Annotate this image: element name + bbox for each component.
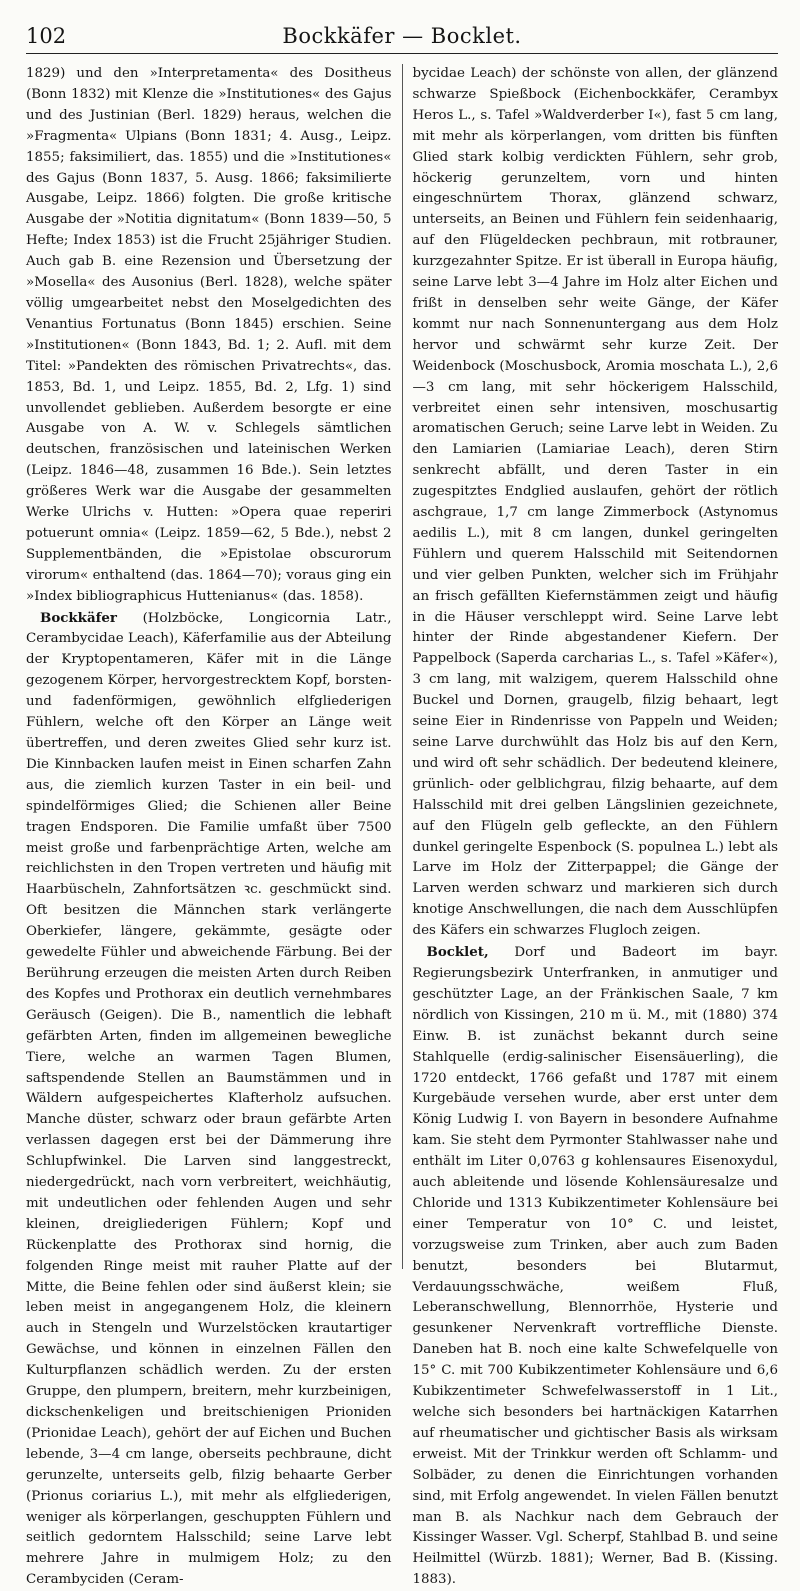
entry-bocklet-text: Dorf und Badeort im bayr. Regierungsbezirk Unterfranken, in anmutiger und geschützter Lage, an der Fränkischen Saale, 7 km nördlich von Kissingen, 210 m ü. M., mit (1880) 374 Einw. B. ist zunächst bekannt durch seine Stahlquelle (erdig-salinischer Eisensäuerling), die 1720 entdeckt, 1766 gefaßt und 1787 mit einem Kurgebäude versehen wurde, aber erst unter dem König Ludwig I. von Bayern in besondere Aufnahme kam. Sie steht dem Pyrmonter Stahlwasser nahe und enthält im Liter 0,0763 g kohlensaures Eisenoxydul, auch ableitende und lösende Kohlensäuresalze und Chloride und 1313 Kubikzentimeter Kohlensäure bei einer Temperatur von 10° C. und leistet, vorzugsweise zum Trinken, aber auch zum Baden benutzt, besonders bei Blutarmut, Verdauungsschwäche, weißem Fluß, Leberanschwellung, Blennorrhöe, Hysterie und gesunkener Nervenkraft vortreffliche Dienste. Daneben hat B. noch eine kalte Schwefelquelle von 15° C. mit 700 Kubikzentimeter Kohlensäure und 6,6 Kubikzentimeter Schwefelwasserstoff in 1 Lit., welche sich besonders bei hartnäckigen Katarrhen auf rheumatischer und gichtischer Basis als wirksam erweist. Mit der Trinkkur werden oft Schlamm- und Solbäder, zu denen die Einrichtungen vorhanden sind, mit Erfolg angewendet. In vielen Fällen benutzt man B. als Nachkur nach dem Gebrauch der Kissinger Wasser. Vgl. Scherpf, Stahlbad B. und seine Heilmittel (Würzb. 1881); Werner, Bad B. (Kissing. 1883). <box>412 945 778 1588</box>
entry-bockkaefer <box>26 608 392 1591</box>
continued-paragraph: 1829) und den »Interpretamenta« des Dositheus (Bonn 1832) mit Klenze die »Institutiones« des Gajus und des Justinian (Berl. 1829) heraus, welchen die »Fragmenta« Ulpians (Bonn 1831; 4. Ausg., Leipz. 1855; faksimiliert, das. 1855) und die »Institutiones« des Gajus (Bonn 1837, 5. Ausg. 1866; faksimilierte Ausgabe, Leipz. 1866) folgten. Die große kritische Ausgabe der »Notitia dignitatum« (Bonn 1839—50, 5 Hefte; Index 1853) ist die Frucht 25jähriger Studien. Auch gab B. eine Rezension und Übersetzung der »Mosella« des Ausonius (Berl. 1828), welche später völlig umgearbeitet nebst den Moselgedichten des Venantius Fortunatus (Bonn 1845) erschien. Seine »Institutionen« (Bonn 1843, Bd. 1; 2. Aufl. mit dem Titel: »Pandekten des römischen Privatrechts«, das. 1853, Bd. 1, und Leipz. 1855, Bd. 2, Lfg. 1) sind unvollendet geblieben. Außerdem besorgte er eine Ausgabe von A. W. v. Schlegels sämtlichen deutschen, französischen und lateinischen Werken (Leipz. 1846—48, zusammen 16 Bde.). Sein letztes größeres Werk war die Ausgabe der gesammelten Werke Ulrichs v. Hutten: »Opera quae reperiri potuerunt omnia« (Leipz. 1859—62, 5 Bde.), nebst 2 Supplementbänden, die »Epistolae obscurorum virorum« enthaltend (das. 1864—70); voraus ging ein »Index bibliographicus Huttenianus« (das. 1858). <box>26 66 392 604</box>
page-header <box>26 20 778 54</box>
entry-bocklet <box>413 942 779 1591</box>
left-column <box>26 64 392 1588</box>
headword-bocklet: Bocklet, <box>426 944 489 961</box>
text-columns <box>26 64 778 1588</box>
running-head: Bockkäfer — Bocklet. <box>282 24 522 48</box>
page-number: 102 <box>26 24 67 48</box>
headword-bockkaefer: Bockkäfer <box>40 609 117 626</box>
right-column <box>412 64 779 1588</box>
entry-bockkaefer-text: (Holzböcke, Longicornia Latr., Cerambycidae Leach), Käferfamilie aus der Abteilung der Kryptopentameren, Käfer mit in die Länge gezogenem Körper, hervorgestrecktem Kopf, borsten- und fadenförmigen, gewöhnlich elfgliederigen Fühlern, welche oft den Körper an Länge weit übertreffen, und deren zweites Glied sehr kurz ist. Die Kinnbacken laufen meist in Einen scharfen Zahn aus, die ziemlich kurzen Taster in ein beil- und spindelförmiges Glied; die Schienen aller Beine tragen Endsporen. Die Familie umfaßt über 7500 meist große und farbenprächtige Arten, welche am reichlichsten in den Tropen vertreten und häufig mit Haarbüscheln, Zahnfortsätzen ꝛc. geschmückt sind. Oft besitzen die Männchen stark verlängerte Oberkiefer, längere, gekämmte, gesägte oder gewedelte Fühler und abweichende Färbung. Bei der Berührung erzeugen die meisten Arten durch Reiben des Kopfes und Prothorax ein deutlich vernehmbares Geräusch (Geigen). Die B., namentlich die lebhaft gefärbten Arten, finden im allgemeinen bewegliche Tiere, welche an warmen Tagen Blumen, saftspendende Stellen an Baumstämmen und in Wäldern aufgespeichertes Klafterholz aufsuchen. Manche düster, schwarz oder braun gefärbte Arten verlassen dagegen erst bei der Dämmerung ihre Schlupfwinkel. Die Larven sind langgestreckt, niedergedrückt, nach vorn verbreitert, weichhäutig, mit undeutlichen oder fehlenden Augen und sehr kleinen, dreigliederigen Fühlern; Kopf und Rückenplatte des Prothorax sind hornig, die folgenden Ringe meist mit rauher Platte auf der Mitte, die Beine fehlen oder sind äußerst klein; sie leben meist in angegangenem Holz, die kleinern auch in Stengeln und Wurzelstöcken krautartiger Gewächse, und können in einzelnen Fällen den Kulturpflanzen schädlich werden. Zu der ersten Gruppe, den plumpern, breitern, mehr kurzbeinigen, dickschenkeligen und breitschienigen Prioniden (Prionidae Leach), gehört der auf Eichen und Buchen lebende, 3—4 cm lange, oberseits pechbraune, dicht gerunzelte, unterseits gelb, filzig behaarte Gerber (Prionus coriarius L.), mit mehr als elfgliederigen, weniger als körperlangen, geschuppten Fühlern und seitlich gedorntem Halsschild; seine Larve lebt mehrere Jahre in mulmigem Holz; zu den Cerambyciden (Ceram- <box>26 610 392 1588</box>
column-divider <box>402 64 403 1269</box>
continued-paragraph-right: bycidae Leach) der schönste von allen, der glänzend schwarze Spießbock (Eichenbockkäfer, Cerambyx Heros L., s. Tafel »Waldverderber I«), fast 5 cm lang, mit mehr als körperlangen, vom dritten bis fünften Glied stark kolbig verdickten Fühlern, sehr grob, höckerig gerunzeltem, vorn und hinten eingeschnürtem Thorax, glänzend schwarz, unterseits, an Beinen und Fühlern fein seidenhaarig, auf den Flügeldecken pechbraun, mit rotbrauner, kurzgezahnter Spitze. Er ist überall in Europa häufig, seine Larve lebt 3—4 Jahre im Holz alter Eichen und frißt in denselben sehr weite Gänge, der Käfer kommt nur nach Sonnenuntergang aus dem Holz hervor und schwärmt sehr kurze Zeit. Der Weidenbock (Moschusbock, Aromia moschata L.), 2,6—3 cm lang, mit sehr höckerigem Halsschild, verbreitet einen sehr intensiven, moschusartig aromatischen Geruch; seine Larve lebt in Weiden. Zu den Lamiarien (Lamiariae Leach), deren Stirn senkrecht abfällt, und deren Taster in ein zugespitztes Endglied auslaufen, gehört der rötlich aschgraue, 1,7 cm lange Zimmerbock (Astynomus aedilis L.), mit 8 cm langen, dunkel geringelten Fühlern und querem Halsschild mit Seitendornen und vier gelben Punkten, welcher sich im Frühjahr an frisch gefällten Kiefernstämmen zeigt und häufig in die Häuser verschleppt wird. Seine Larve lebt hinter der Rinde abgestandener Kiefern. Der Pappelbock (Saperda carcharias L., s. Tafel »Käfer«), 3 cm lang, mit walzigem, querem Halsschild ohne Buckel und Dornen, graugelb, filzig behaart, legt seine Eier in Rindenrisse von Pappeln und Weiden; seine Larve durchwühlt das Holz bis auf den Kern, und wird oft sehr schädlich. Der bedeutend kleinere, grünlich- oder gelblichgrau, filzig behaarte, auf dem Halsschild mit drei gelben Längslinien gezeichnete, auf den Flügeln gelb gefleckte, an den Fühlern dunkel geringelte Espenbock (S. populnea L.) lebt als Larve im Holz der Zitterpappel; die Gänge der Larven werden schwarz und markieren sich durch knotige Anschwellungen, die nach dem Ausschlüpfen des Käfers ein schwarzes Flugloch zeigen. <box>412 66 778 939</box>
header-rule <box>26 53 778 54</box>
